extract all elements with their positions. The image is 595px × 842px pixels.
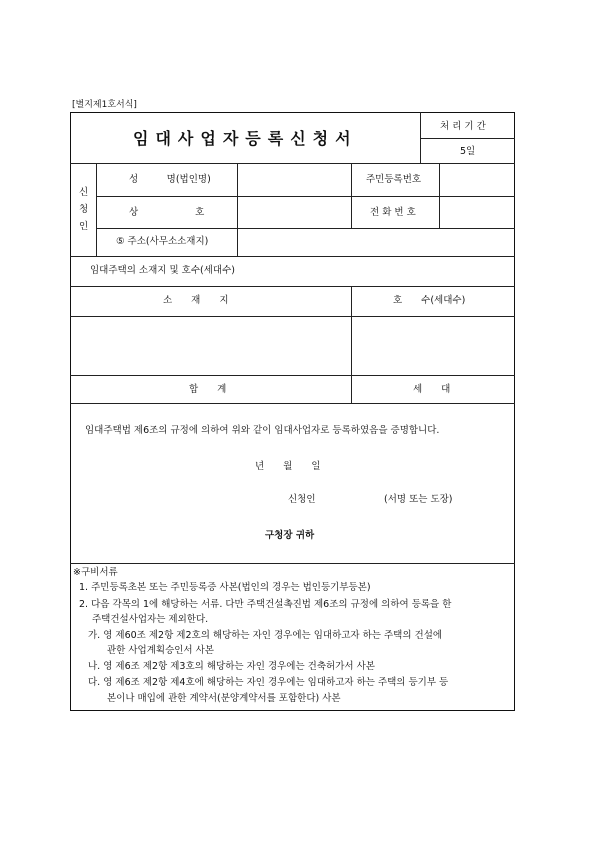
total-unit-label: 세 대 xyxy=(413,384,451,395)
units-column-header: 호 수(세대수) xyxy=(393,295,466,306)
applicant-signature-label: 신청인 xyxy=(288,494,316,505)
trade-name-label: 상 호 xyxy=(129,207,205,218)
document-item-2-line-2: 주택건설사업자는 제외한다. xyxy=(92,614,209,625)
document-item-ga-line-2: 관한 사업계획승인서 사본 xyxy=(107,645,214,656)
housing-label-rule xyxy=(70,286,515,287)
applicant-side-divider xyxy=(96,163,97,256)
applicant-bottom-rule xyxy=(70,256,515,257)
document-item-da-line-2: 본이나 매입에 관한 계약서(분양계약서를 포함한다) 사본 xyxy=(107,693,341,704)
documents-heading: ※구비서류 xyxy=(73,567,118,578)
title-bottom-rule xyxy=(70,163,515,164)
form-title: 임대사업자등록신청서 xyxy=(133,129,358,148)
applicant-side-label-1: 신 xyxy=(79,187,89,198)
applicant-side-label-2: 청 xyxy=(79,204,89,215)
applicant-row1-rule xyxy=(96,196,515,197)
processing-divider xyxy=(420,138,515,139)
processing-period-value: 5일 xyxy=(460,146,476,157)
total-label: 합 계 xyxy=(189,384,227,395)
rrn-label: 주민등록번호 xyxy=(366,174,422,185)
document-item-ga-line-1: 가. 영 제60조 제2항 제2호의 해당하는 자인 경우에는 임대하고자 하는 주택의 건설에 xyxy=(88,630,443,641)
name-label: 성 명(법인명) xyxy=(129,174,211,185)
certification-bottom-rule xyxy=(70,563,515,564)
addressee: 구청장 귀하 xyxy=(265,530,315,541)
applicant-right-divider xyxy=(439,163,440,228)
housing-body-rule xyxy=(70,375,515,376)
document-item-2-line-1: 2. 다음 각목의 1에 해당하는 서류. 다만 주택건설촉진법 제6조의 규정에 의하여 등록을 한 xyxy=(79,599,452,610)
applicant-row2-rule xyxy=(96,228,515,229)
document-item-1: 1. 주민등록초본 또는 주민등록증 사본(법인의 경우는 법인등기부등본) xyxy=(79,582,371,593)
applicant-side-label-3: 인 xyxy=(79,221,89,232)
certification-statement: 임대주택법 제6조의 규정에 의하여 위와 같이 임대사업자로 등록하였음을 증명합니다. xyxy=(85,425,440,436)
form-number-tag: [별지제1호서식] xyxy=(72,100,137,110)
housing-header-rule xyxy=(70,316,515,317)
document-item-da-line-1: 다. 영 제6조 제2항 제4호에 해당하는 자인 경우에는 임대하고자 하는 주택의 등기부 등 xyxy=(88,677,449,688)
document-item-na: 나. 영 제6조 제2항 제3호의 해당하는 자인 경우에는 건축허가서 사본 xyxy=(88,661,375,672)
processing-period-label: 처 리 기 간 xyxy=(440,121,486,132)
signature-note: (서명 또는 도장) xyxy=(384,494,453,505)
applicant-label-divider xyxy=(237,163,238,256)
housing-total-rule xyxy=(70,403,515,404)
address-label: ⑤ 주소(사무소소재지) xyxy=(116,236,209,247)
location-column-header: 소 재 지 xyxy=(163,295,229,306)
phone-label: 전 화 번 호 xyxy=(370,207,416,218)
housing-section-label: 임대주택의 소재지 및 호수(세대수) xyxy=(90,265,235,276)
date-line: 년 월 일 xyxy=(255,461,321,472)
applicant-mid-divider xyxy=(351,163,352,228)
title-processing-divider xyxy=(420,112,421,163)
housing-column-divider xyxy=(351,286,352,403)
